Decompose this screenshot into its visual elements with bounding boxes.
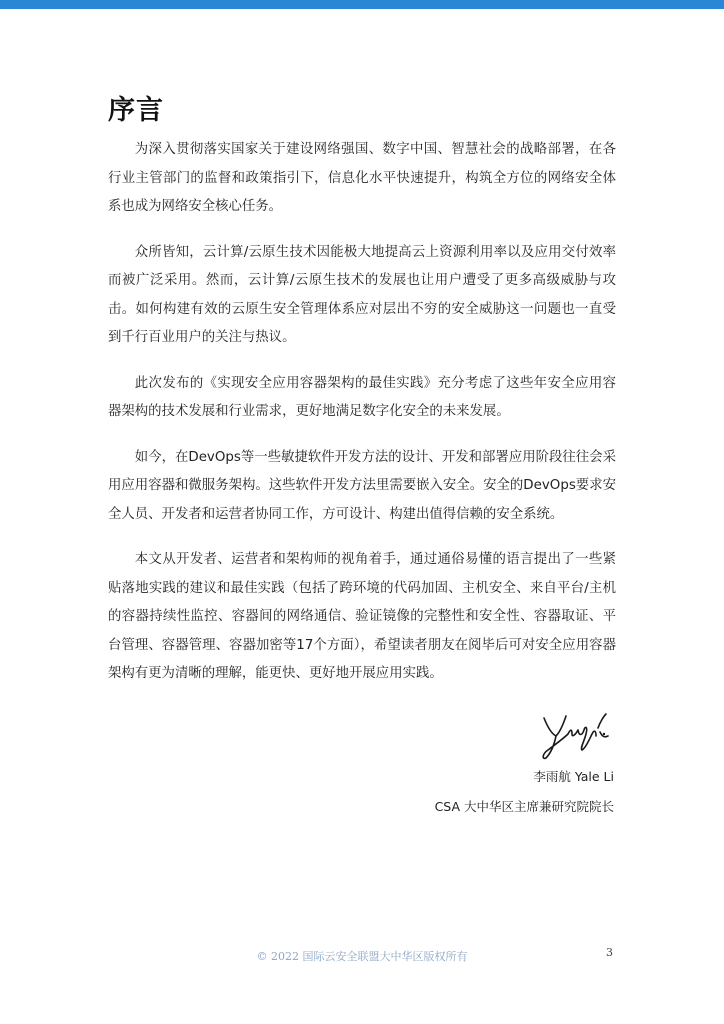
signer-name: 李雨航 Yale Li — [533, 769, 614, 784]
top-accent-bar — [0, 0, 724, 9]
signer-title: CSA 大中华区主席兼研究院院长 — [434, 799, 614, 814]
page-number: 3 — [606, 946, 613, 959]
handwritten-signature — [538, 708, 614, 762]
paragraph-3: 此次发布的《实现安全应用容器架构的最佳实践》充分考虑了这些年安全应用容器架构的技术发展和行业需求，更好地满足数字化安全的未来发展。 — [108, 375, 616, 419]
paragraph-5: 本文从开发者、运营者和架构师的视角着手，通过通俗易懂的语言提出了一些紧贴落地实践的建议和最佳实践（包括了跨环境的代码加固、主机安全、来自平台/主机的容器持续性监控、容器间的网络通信、验证镜像的完整性和安全性、容器取证、平台管理、容器管理、容器加密等17个方面），希望读者朋友在阅毕后可对安全应用容器架构有更为清晰的理解，能更快、更好地开展应用实践。 — [108, 552, 616, 681]
paragraph-4: 如今，在DevOps等一些敏捷软件开发方法的设计、开发和部署应用阶段往往会采用应用容器和微服务架构。这些软件开发方法里需要嵌入安全。安全的DevOps要求安全人员、开发者和运营者协同工作，方可设计、构建出值得信赖的安全系统。 — [108, 449, 616, 522]
page-title: 序言 — [108, 95, 164, 126]
body-text — [108, 136, 616, 706]
paragraph-2: 众所皆知，云计算/云原生技术因能极大地提高云上资源利用率以及应用交付效率而被广泛采用。然而，云计算/云原生技术的发展也让用户遭受了更多高级威胁与攻击。如何构建有效的云原生安全管理体系应对层出不穷的安全威胁这一问题也一直受到千行百业用户的关注与热议。 — [108, 244, 616, 345]
paragraph-1: 为深入贯彻落实国家关于建设网络强国、数字中国、智慧社会的战略部署，在各行业主管部门的监督和政策指引下，信息化水平快速提升，构筑全方位的网络安全体系也成为网络安全核心任务。 — [108, 142, 616, 214]
footer-copyright: © 2022 国际云安全联盟大中华区版权所有 — [256, 950, 468, 963]
